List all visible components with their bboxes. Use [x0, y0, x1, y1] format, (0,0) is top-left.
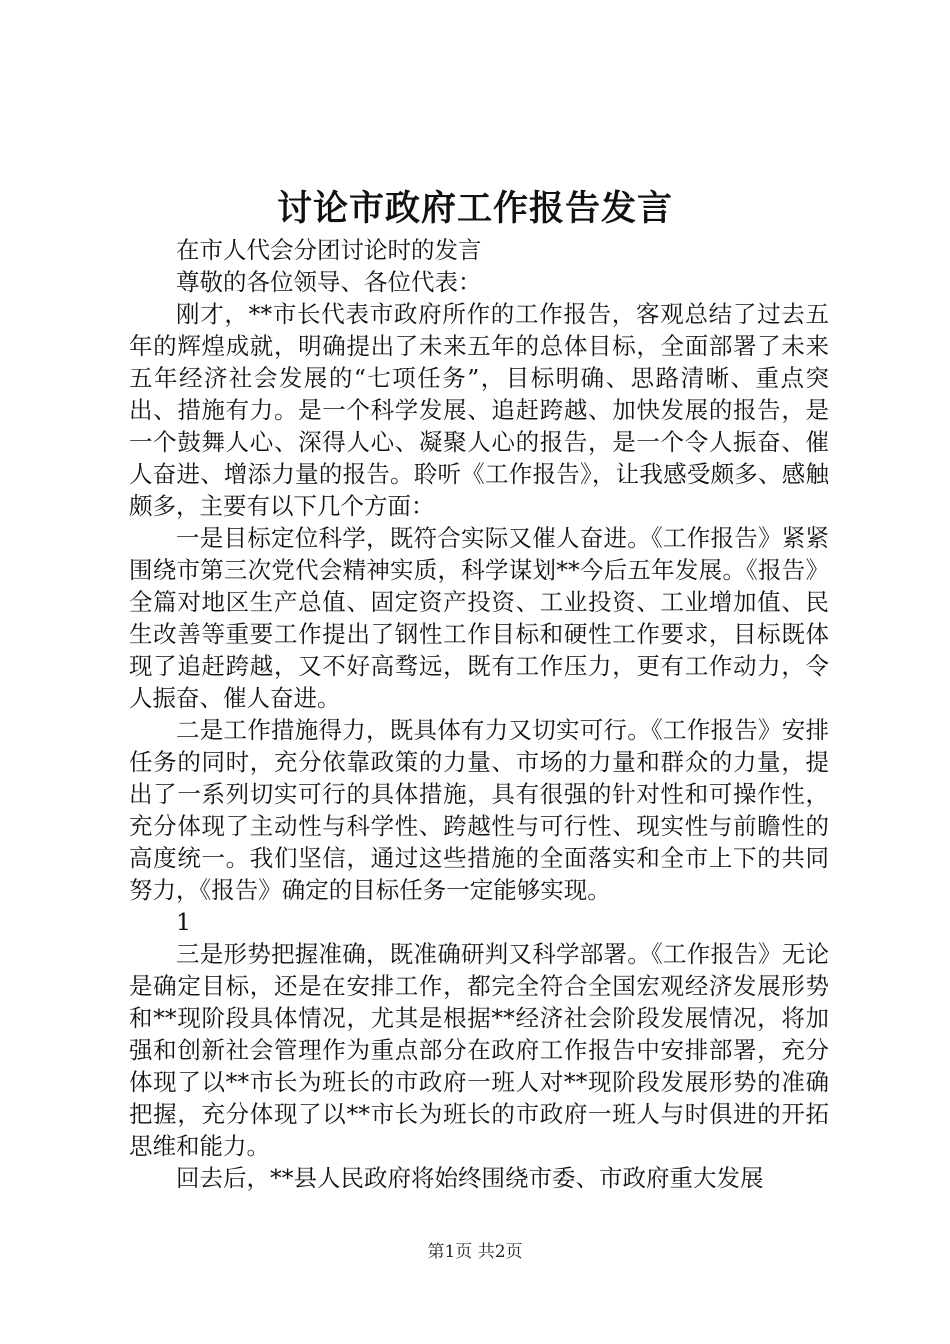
inline-page-number: 1 — [176, 908, 191, 936]
paragraph-point-two: 二是工作措施得力，既具体有力又切实可行。《工作报告》安排任务的同时，充分依靠政策的力量、市场的力量和群众的力量，提出了一系列切实可行的具体措施，具有很强的针对性和可操作性，充分体现了主动性与科学性、跨越性与可行性、现实性与前瞻性的高度统一。我们坚信，通过这些措施的全面落实和全市上下的共同努力，《报告》确定的目标任务一定能够实现。 — [129, 716, 829, 904]
paragraph-salutation: 尊敬的各位领导、各位代表： — [176, 268, 482, 296]
document-title: 讨论市政府工作报告发言 — [276, 188, 673, 229]
paragraph-subtitle: 在市人代会分团讨论时的发言 — [176, 236, 482, 264]
paragraph-point-one: 一是目标定位科学，既符合实际又催人奋进。《工作报告》紧紧围绕市第三次党代会精神实质，科学谋划**今后五年发展。《报告》全篇对地区生产总值、固定资产投资、工业投资、工业增加值、民生改善等重要工作提出了钢性工作目标和硬性工作要求，目标既体现了追赶跨越，又不好高骛远，既有工作压力，更有工作动力，令人振奋、催人奋进。 — [129, 524, 829, 712]
paragraph-closing: 回去后，**县人民政府将始终围绕市委、市政府重大发展 — [176, 1164, 764, 1192]
paragraph-intro: 刚才，**市长代表市政府所作的工作报告，客观总结了过去五年的辉煌成就，明确提出了未来五年的总体目标，全面部署了未来五年经济社会发展的“七项任务”，目标明确、思路清晰、重点突出、措施有力。是一个科学发展、追赶跨越、加快发展的报告，是一个鼓舞人心、深得人心、凝聚人心的报告，是一个令人振奋、催人奋进、增添力量的报告。聆听《工作报告》，让我感受颇多、感触颇多，主要有以下几个方面： — [129, 300, 829, 520]
paragraph-point-three: 三是形势把握准确，既准确研判又科学部署。《工作报告》无论是确定目标，还是在安排工作，都完全符合全国宏观经济发展形势和**现阶段具体情况，尤其是根据**经济社会阶段发展情况，将加强和创新社会管理作为重点部分在政府工作报告中安排部署，充分体现了以**市长为班长的市政府一班人对**现阶段发展形势的准确把握，充分体现了以**市长为班长的市政府一班人与时俱进的开拓思维和能力。 — [129, 940, 829, 1160]
page-footer: 第1页 共2页 — [427, 1242, 523, 1262]
document-body — [129, 234, 829, 1194]
